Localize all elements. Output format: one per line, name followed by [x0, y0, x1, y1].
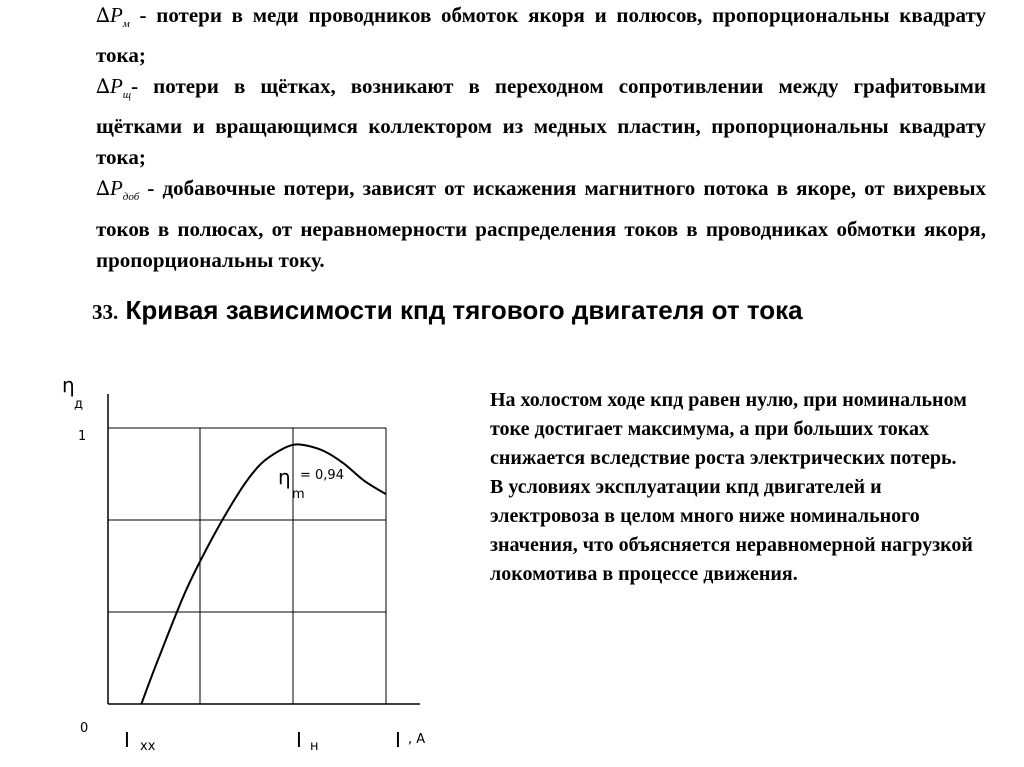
brush-loss-symbol: $P_щ$	[109, 74, 132, 102]
x-tick-label-nominal-sub: н	[310, 739, 319, 754]
additional-loss-symbol: $P_{доб}$	[109, 176, 140, 204]
x-tick-label-idle-sub: хх	[140, 739, 156, 754]
y-tick-label-1: 1	[78, 429, 87, 444]
additional-loss-text: - добавочные потери, зависят от искажения магнитного потока в якоре, от вихревых токов в полюсах, от неравномерности распределения токов в проводниках обмотки якоря, пропорциональны току.	[96, 176, 986, 272]
x-axis-label: I	[395, 728, 401, 752]
description-paragraph-2: В условиях эксплуатации кпд двигателей и электровоза в целом много ниже номинального значения, что объясняется неравномерной нагрузкой локомотива в процессе движения.	[490, 476, 973, 585]
copper-loss-text: - потери в меди проводников обмоток якоря и полюсов, пропорциональны квадрату тока;	[96, 3, 986, 68]
chart-grid	[108, 428, 386, 704]
delta-symbol: ∆	[96, 74, 110, 99]
delta-symbol: ∆	[96, 3, 110, 27]
max-efficiency-annotation-sub: m	[292, 487, 305, 502]
origin-label: 0	[80, 721, 89, 736]
y-axis-label: η	[62, 373, 75, 397]
max-efficiency-annotation: η	[278, 465, 291, 489]
description-text	[456, 386, 976, 589]
description-paragraph-1: На холостом ходе кпд равен нулю, при номинальном токе достигает максимума, а при больших токах снижается вследствие роста электрических потерь.	[490, 389, 967, 469]
x-tick-label-idle: I	[124, 728, 130, 752]
delta-symbol: ∆	[96, 176, 110, 201]
x-axis-label-unit: , А	[408, 732, 426, 747]
section-title: Кривая зависимости кпд тягового двигателя от тока	[118, 295, 803, 325]
max-efficiency-annotation-value: = 0,94	[300, 468, 344, 483]
efficiency-curve	[141, 444, 386, 704]
section-number: 33.	[92, 300, 119, 324]
x-tick-label-nominal: I	[296, 728, 302, 752]
y-axis-label-sub: д	[74, 397, 83, 412]
copper-loss-symbol: $P_м$	[109, 3, 130, 31]
brush-loss-text: - потери в щётках, возникают в переходном сопротивлении между графитовыми щётками и вращающимся коллектором из медных пластин, пропорциональны квадрату тока;	[96, 74, 986, 170]
